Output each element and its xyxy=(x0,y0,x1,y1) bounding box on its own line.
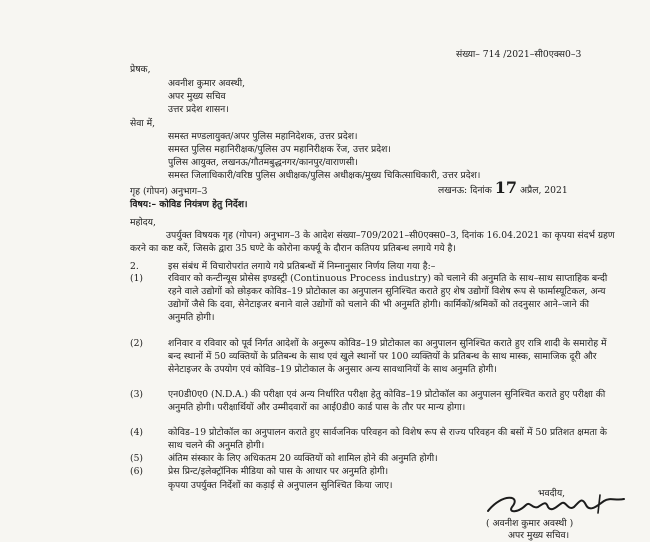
sender-name: अवनीश कुमार अवस्थी, xyxy=(168,78,246,89)
recipient-line: समस्त जिलाधिकारी/वरिष्ठ पुलिस अधीक्षक/पुलिस अधीक्षक/मुख्य चिकित्साधिकारी, उत्तर प्रदेश। xyxy=(168,170,481,181)
item-number: (1) xyxy=(130,273,144,284)
item-number: (5) xyxy=(130,453,144,464)
date-prefix: लखनऊ: दिनांक xyxy=(438,185,492,196)
item-number: (2) xyxy=(130,338,144,349)
sender-office: उत्तर प्रदेश शासन। xyxy=(168,104,229,115)
recipient-line: समस्त पुलिस महानिरीक्षक/पुलिस उप महानिरीक्षक रेंज, उत्तर प्रदेश। xyxy=(168,144,391,155)
yours-faithfully: भवदीय, xyxy=(538,488,566,499)
date-suffix: अप्रैल, 2021 xyxy=(519,185,568,196)
handwritten-signature xyxy=(482,491,632,519)
recipient-line: पुलिस आयुक्त, लखनऊ/गौतमबुद्धनगर/कानपुर/वाराणसी। xyxy=(168,157,358,168)
reference-number: संख्या– 714 /2021–सी0एक्स0–3 xyxy=(456,49,582,60)
signatory-designation: अपर मुख्य सचिव। xyxy=(508,530,570,541)
item-text: प्रेस प्रिन्ट/इलेक्ट्रॉनिक मीडिया को पास के आधार पर अनुमति होगी। xyxy=(168,466,389,477)
sender-label: प्रेषक, xyxy=(130,64,151,75)
signatory-name: ( अवनीश कुमार अवस्थी ) xyxy=(486,518,574,529)
closing-line: कृपया उपर्युक्त निर्देशों का कड़ाई से अनुपालन सुनिश्चित किया जाए। xyxy=(168,480,393,491)
recipients-label: सेवा में, xyxy=(130,118,156,129)
subject: विषय:– कोविड नियंत्रण हेतु निर्देश। xyxy=(130,199,248,210)
department: गृह (गोपन) अनुभाग–3 xyxy=(130,186,208,197)
item-number: (6) xyxy=(130,466,144,477)
para-number: 2. xyxy=(130,261,139,272)
intro-paragraph: उपर्युक्त विषयक गृह (गोपन) अनुभाग–3 के आदेश संख्या–709/2021–सी0एक्स0–3, दिनांक 16.04.2021 का कृपया संदर्भ ग्रहण करने का कष्ट करें, जिसके द्वारा 35 घण्टे के कोरोना कर्फ्यू के दौरान कतिपय प्रतिबन्ध लगाये गये है। xyxy=(130,230,615,254)
item-text: रविवार को कन्टीन्यूस प्रोसेस इण्डस्ट्री (Continuous Process industry) को चलाने की अनुमति के साथ–साथ साप्ताहिक बन्दी रहने वाले उद्योगों को छोड़कर कोविड–19 प्रोटोकाल का अनुपालन सुनिश्चित कराते हुए शेष उद्योगों विशेष रूप से फार्मास्यूटिकल, अन्य उद्योगों जैसे कि दवा, सेनेटाइजर बनाने वाले उद्योगों को चलाने की भी अनुमति होगी। कार्मिकों/श्रमिकों को तदनुसार आने–जाने की अनुमति होगी। xyxy=(168,273,608,323)
recipient-line: समस्त मण्डलायुक्त/अपर पुलिस महानिदेशक, उत्तर प्रदेश। xyxy=(168,131,358,142)
para-text: इस संबंध में विचारोपरांत लगाये गये प्रतिबन्धों में निम्नानुसार निर्णय लिया गया है:– xyxy=(168,261,436,272)
item-text: शनिवार व रविवार को पूर्व निर्गत आदेशों के अनुरूप कोविड–19 प्रोटोकाल का अनुपालन सुनिश्चित कराते हुए रात्रि शादी के समारोह में बन्द स्थानों में 50 व्यक्तियों के प्रतिबन्ध के साथ एवं खुले स्थानों पर 100 व्यक्तियों के प्रतिबन्ध के साथ मास्क, सामाजिक दूरी और सेनेटाइजर के उपयोग एवं कोविड–19 प्रोटोकाल के अनुसार अन्य सावधानियों के साथ अनुमति होगी। xyxy=(168,338,607,375)
item-number: (3) xyxy=(130,389,144,400)
item-text: कोविड–19 प्रोटोकॉल का अनुपालन कराते हुए सार्वजनिक परिवहन को विशेष रूप से राज्य परिवहन की बसों में 50 प्रतिशत क्षमता के साथ चलने की अनुमति होगी। xyxy=(168,427,607,451)
salutation: महोदय, xyxy=(130,217,156,228)
item-text: एन0डी0ए0 (N.D.A.) की परीक्षा एवं अन्य निर्धारित परीक्षा हेतु कोविड–19 प्रोटोकॉल का अनुपालन सुनिश्चित कराते हुए परीक्षा की अनुमति होगी। परीक्षार्थियों और उम्मीदवारों का आई0डी0 कार्ड पास के तौर पर मान्य होगा। xyxy=(168,389,606,413)
sender-designation: अपर मुख्य सचिव xyxy=(168,91,226,102)
date-line xyxy=(438,178,568,197)
date-day: 17 xyxy=(494,178,518,197)
item-text: अंतिम संस्कार के लिए अधिकतम 20 व्यक्तियों को शामिल होने की अनुमति होगी। xyxy=(168,453,438,464)
item-number: (4) xyxy=(130,427,144,438)
